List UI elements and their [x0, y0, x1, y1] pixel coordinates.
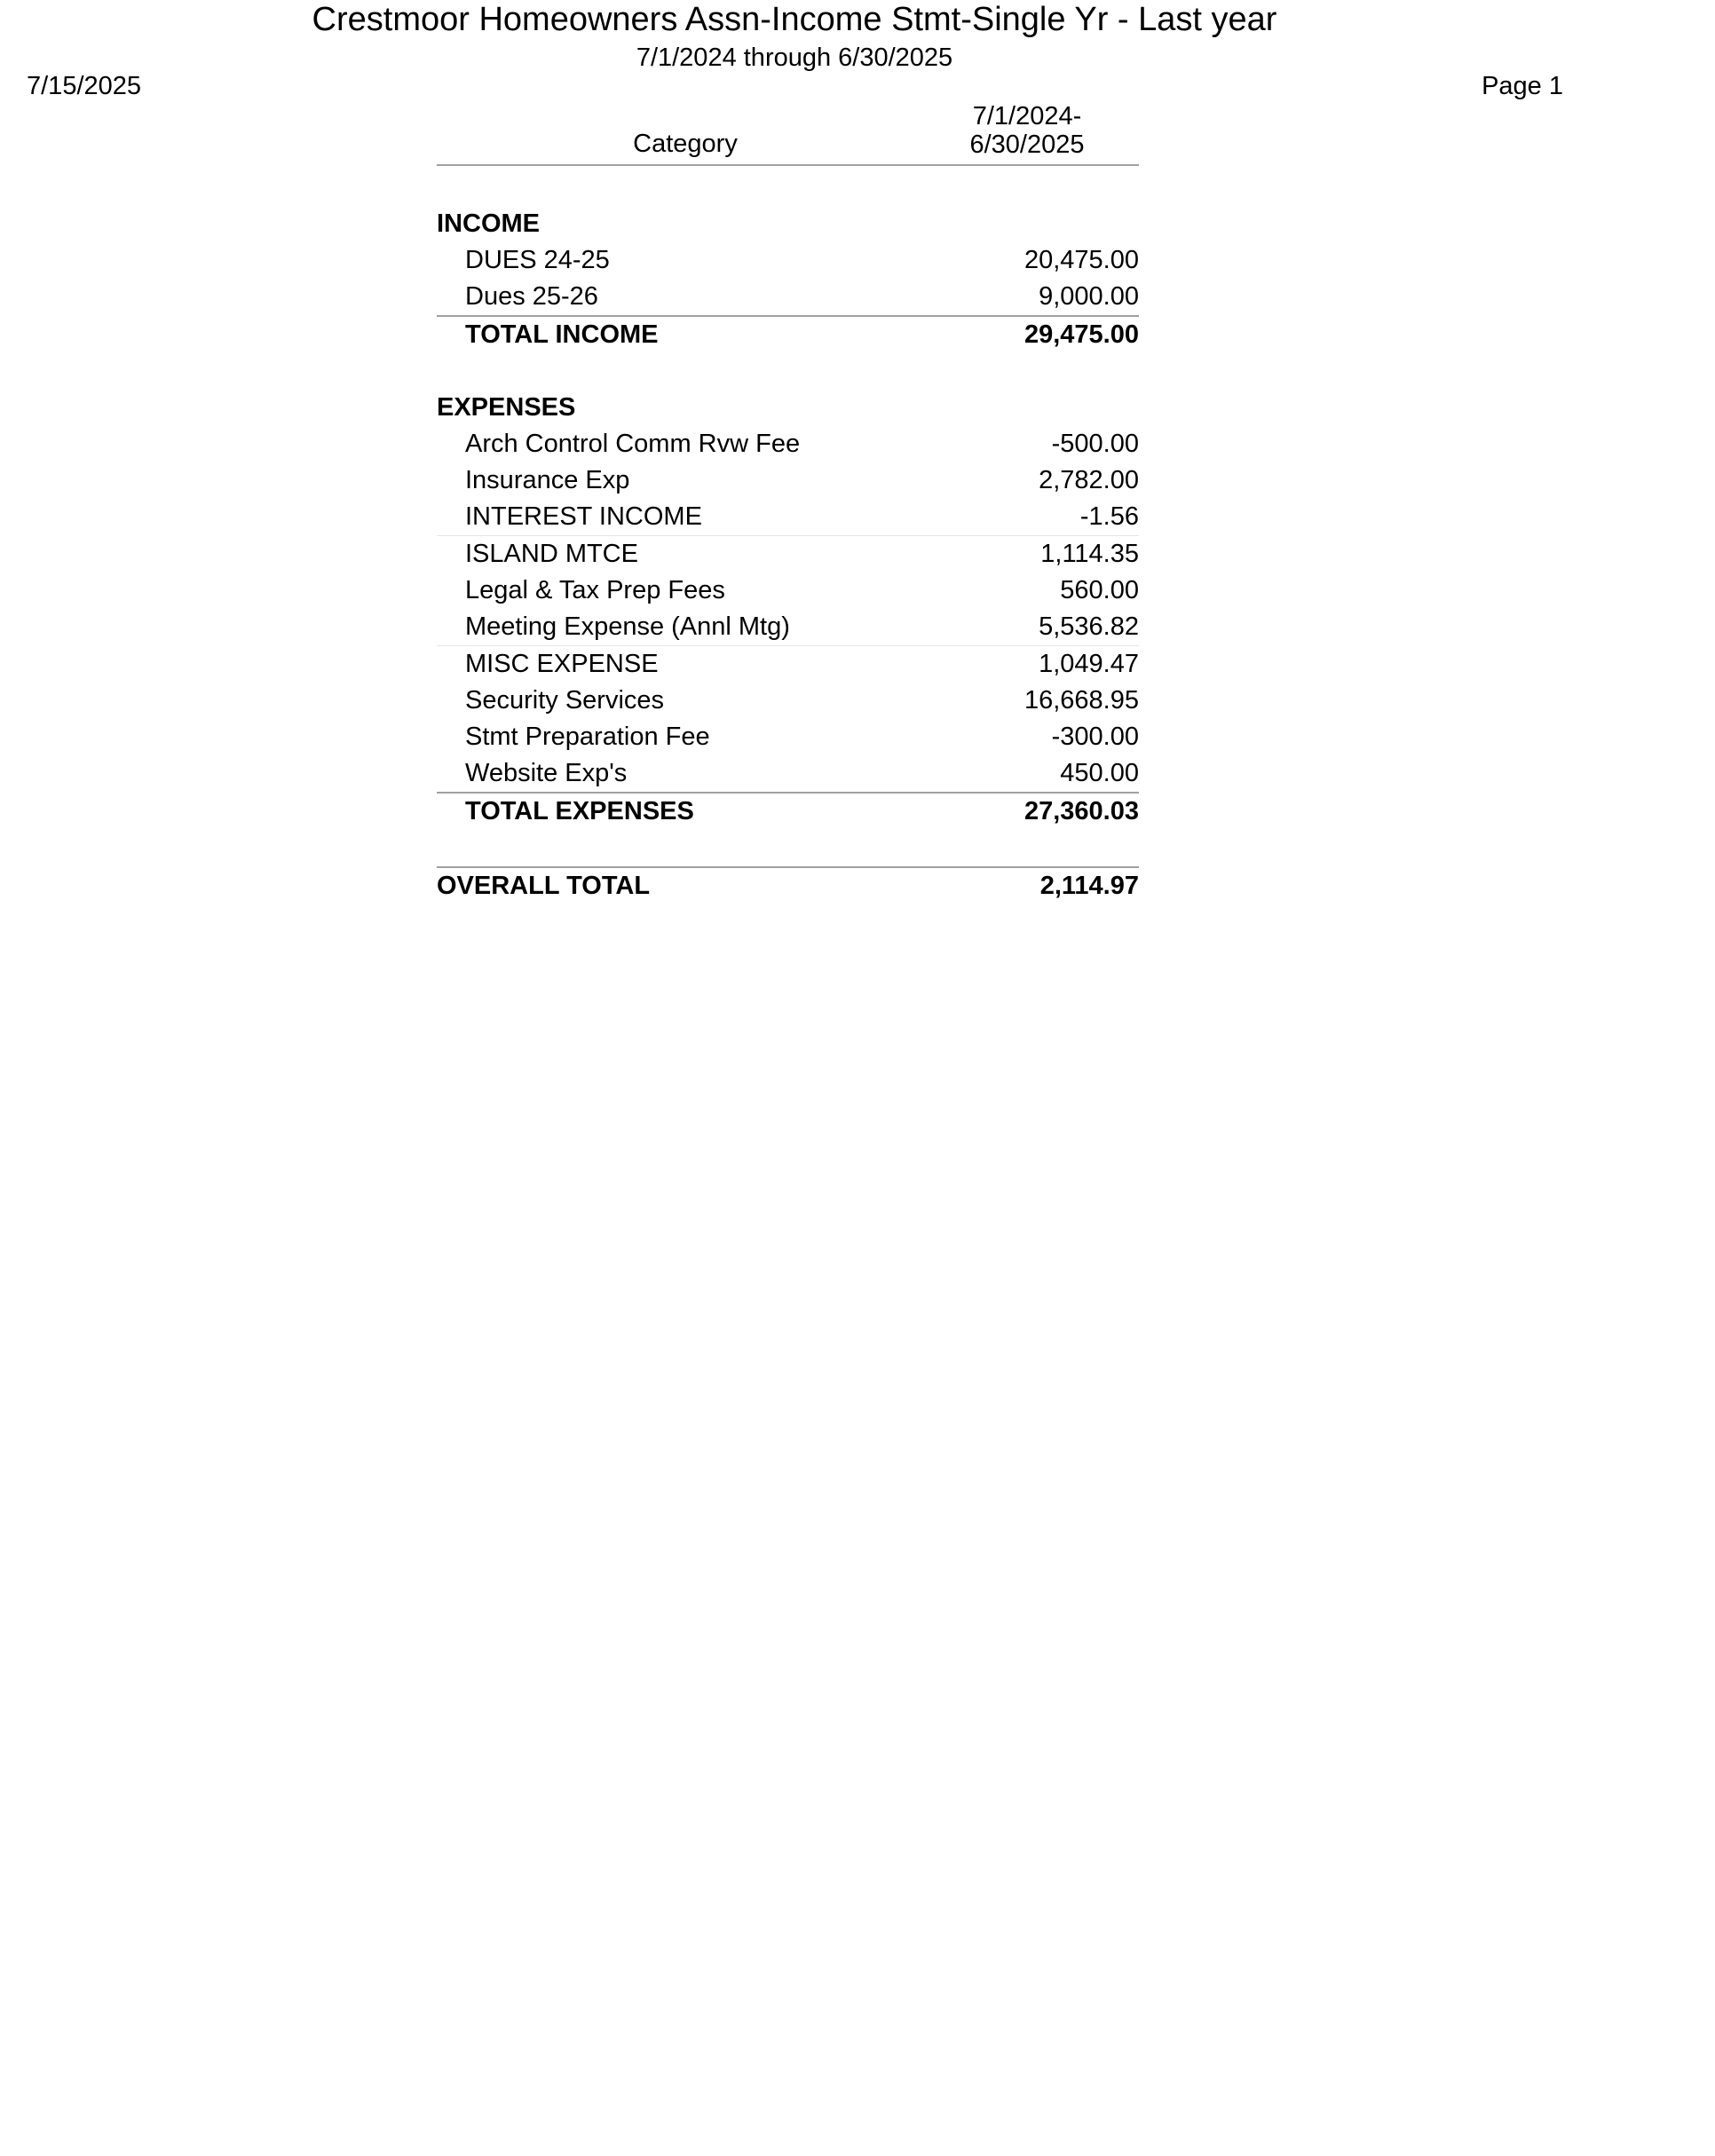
- total-income-row: [437, 315, 1139, 353]
- overall-total-row: [437, 866, 1139, 904]
- row-amount: 16,668.95: [1023, 686, 1139, 715]
- column-header-period-start: 7/1/2024-: [972, 102, 1082, 130]
- total-expenses-label: TOTAL EXPENSES: [465, 797, 694, 825]
- income-heading-label: INCOME: [437, 209, 540, 238]
- table-row: [437, 573, 1139, 609]
- row-label: MISC EXPENSE: [465, 650, 659, 678]
- total-expenses-amount: 27,360.03: [1023, 797, 1139, 825]
- column-header-period-end: 6/30/2025: [969, 130, 1085, 159]
- table-row: [437, 719, 1139, 755]
- row-amount: 20,475.00: [1023, 246, 1139, 274]
- expenses-heading: [437, 390, 1139, 426]
- row-amount: 5,536.82: [1039, 612, 1139, 641]
- section-spacer: [437, 830, 1139, 866]
- row-label: Website Exp's: [465, 759, 628, 787]
- report-title: Crestmoor Homeowners Assn-Income Stmt-Single Yr - Last year: [312, 1, 1277, 38]
- report-period: 7/1/2024 through 6/30/2025: [636, 43, 953, 72]
- row-amount: -1.56: [1079, 502, 1139, 531]
- total-expenses-row: [437, 792, 1139, 830]
- table-row: [437, 499, 1139, 535]
- row-label: Insurance Exp: [465, 466, 630, 494]
- column-header-category: Category: [633, 130, 738, 158]
- report-body: [437, 206, 1139, 904]
- table-header: [437, 101, 1139, 166]
- table-row: [437, 683, 1139, 719]
- table-row: [437, 279, 1139, 315]
- row-amount: 9,000.00: [1039, 282, 1139, 311]
- table-row: [437, 426, 1139, 462]
- row-amount: 560.00: [1060, 576, 1139, 604]
- total-income-amount: 29,475.00: [1023, 320, 1139, 349]
- table-row: [437, 609, 1139, 645]
- table-row: [437, 755, 1139, 792]
- row-amount: -500.00: [1051, 430, 1139, 458]
- table-row: [437, 535, 1139, 573]
- row-label: Security Services: [465, 686, 665, 715]
- table-row: [437, 645, 1139, 683]
- income-heading: [437, 206, 1139, 242]
- row-label: Dues 25-26: [465, 282, 598, 311]
- row-label: INTEREST INCOME: [465, 502, 702, 531]
- row-label: Stmt Preparation Fee: [465, 723, 710, 751]
- row-label: ISLAND MTCE: [465, 540, 638, 568]
- table-row: [437, 242, 1139, 279]
- row-amount: -300.00: [1051, 723, 1139, 751]
- overall-total-amount: 2,114.97: [1039, 872, 1139, 900]
- expenses-heading-label: EXPENSES: [437, 393, 576, 422]
- row-label: Arch Control Comm Rvw Fee: [465, 430, 801, 458]
- total-income-label: TOTAL INCOME: [465, 320, 659, 349]
- table-row: [437, 462, 1139, 499]
- row-amount: 2,782.00: [1039, 466, 1139, 494]
- row-label: Legal & Tax Prep Fees: [465, 576, 725, 604]
- overall-total-label: OVERALL TOTAL: [437, 872, 651, 900]
- row-label: Meeting Expense (Annl Mtg): [465, 612, 790, 641]
- row-amount: 1,114.35: [1040, 540, 1139, 568]
- row-amount: 450.00: [1060, 759, 1139, 787]
- section-spacer: [437, 353, 1139, 390]
- row-label: DUES 24-25: [465, 246, 610, 274]
- column-header-period: [916, 102, 1138, 159]
- print-date: 7/15/2025: [27, 72, 142, 100]
- page-number: Page 1: [1482, 72, 1563, 100]
- row-amount: 1,049.47: [1039, 650, 1139, 678]
